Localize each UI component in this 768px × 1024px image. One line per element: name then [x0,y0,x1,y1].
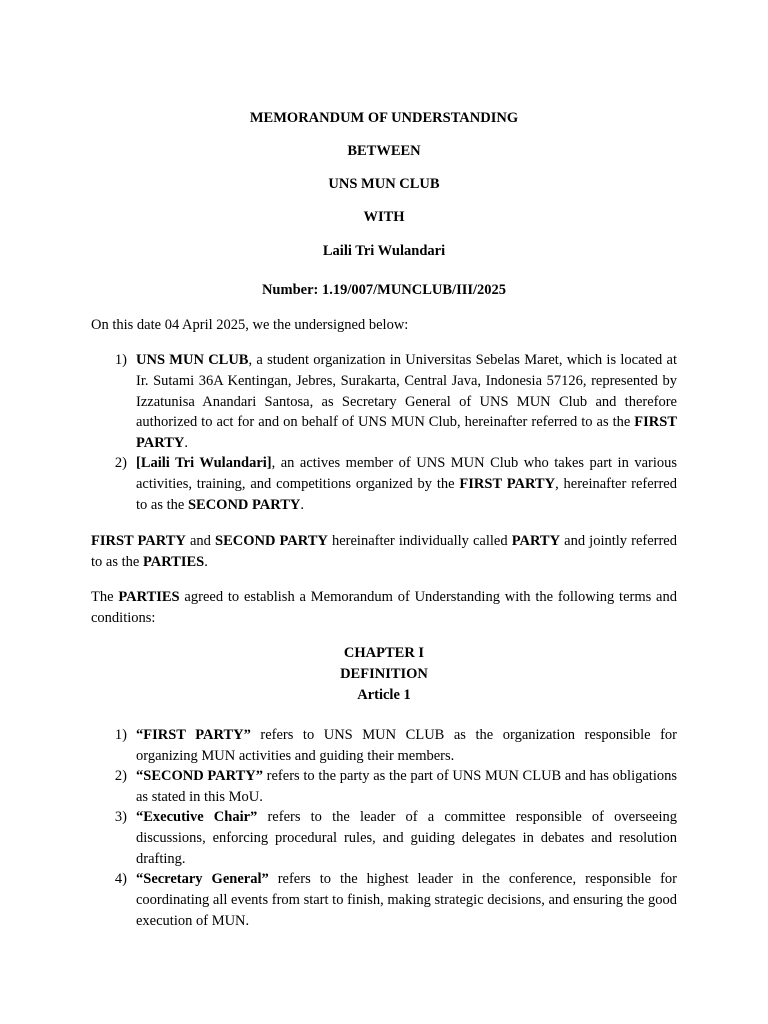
parties-paragraph: FIRST PARTY and SECOND PARTY hereinafter individually called PARTY and jointly referred to as the PARTIES. [91,533,677,570]
definition-term: “SECOND PARTY” [136,768,263,784]
party-role: SECOND PARTY [187,496,301,513]
list-number: 4) [114,871,127,887]
doc-with: WITH [363,209,405,225]
chapter-title: CHAPTER I [343,645,425,661]
definition-term: “Secretary General” [136,871,269,887]
article-title: Article 1 [357,687,411,703]
intro-paragraph: On this date 04 April 2025, we the undersigned below: [91,317,409,333]
party-name: UNS MUN CLUB [136,352,249,368]
list-number: 1) [114,727,127,743]
doc-title: MEMORANDUM OF UNDERSTANDING [249,110,519,126]
list-item-text: UNS MUN CLUB, a student organization in Universitas Sebelas Maret, which is located at Ir. Sutami 36A Kentingan, Jebres, Surakarta, Central Java, Indonesia 57126, represented by Izzatunisa Anandari Santosa, as Secretary General of UNS MUN Club and therefore authorized to act for and on behalf of UNS MUN Club, hereinafter referred to as the FIRST PARTY. [136,352,677,452]
list-item-text: “Executive Chair” refers to the leader of a committee responsible of overseeing discussions, enforcing procedural rules, and guiding delegates in debates and resolution drafting. [136,809,677,867]
doc-between: BETWEEN [347,143,421,159]
doc-number: Number: 1.19/007/MUNCLUB/III/2025 [261,282,507,298]
list-number: 1) [114,352,127,368]
list-item-text: “FIRST PARTY” refers to UNS MUN CLUB as the organization responsible for organizing MUN activities and guiding their members. [136,727,677,764]
list-number: 2) [114,768,127,784]
chapter-subtitle: DEFINITION [340,666,428,682]
list-item-text: [Laili Tri Wulandari], an actives member of UNS MUN Club who takes part in various activities, training, and competitions organized by the FIRST PARTY, hereinafter referred to as the SECOND PARTY. [136,455,678,513]
definition-term: “Executive Chair” [136,809,258,825]
list-number: 3) [114,809,127,825]
definition-term: “FIRST PARTY” [136,727,251,743]
party-name: [Laili Tri Wulandari] [136,455,272,471]
list-item-text: “Secretary General” refers to the highest leader in the conference, responsible for coordinating all events from start to finish, making strategic decisions, and ensuring the good execution of MUN. [136,871,677,929]
doc-party-one: UNS MUN CLUB [328,176,440,192]
party-role: FIRST PARTY [136,414,677,452]
agreement-paragraph: The PARTIES agreed to establish a Memorandum of Understanding with the following terms and conditions: [91,589,677,626]
doc-party-two: Laili Tri Wulandari [322,243,446,259]
list-number: 2) [114,455,127,471]
list-item-text: “SECOND PARTY” refers to the party as the part of UNS MUN CLUB and has obligations as stated in this MoU. [136,768,677,805]
